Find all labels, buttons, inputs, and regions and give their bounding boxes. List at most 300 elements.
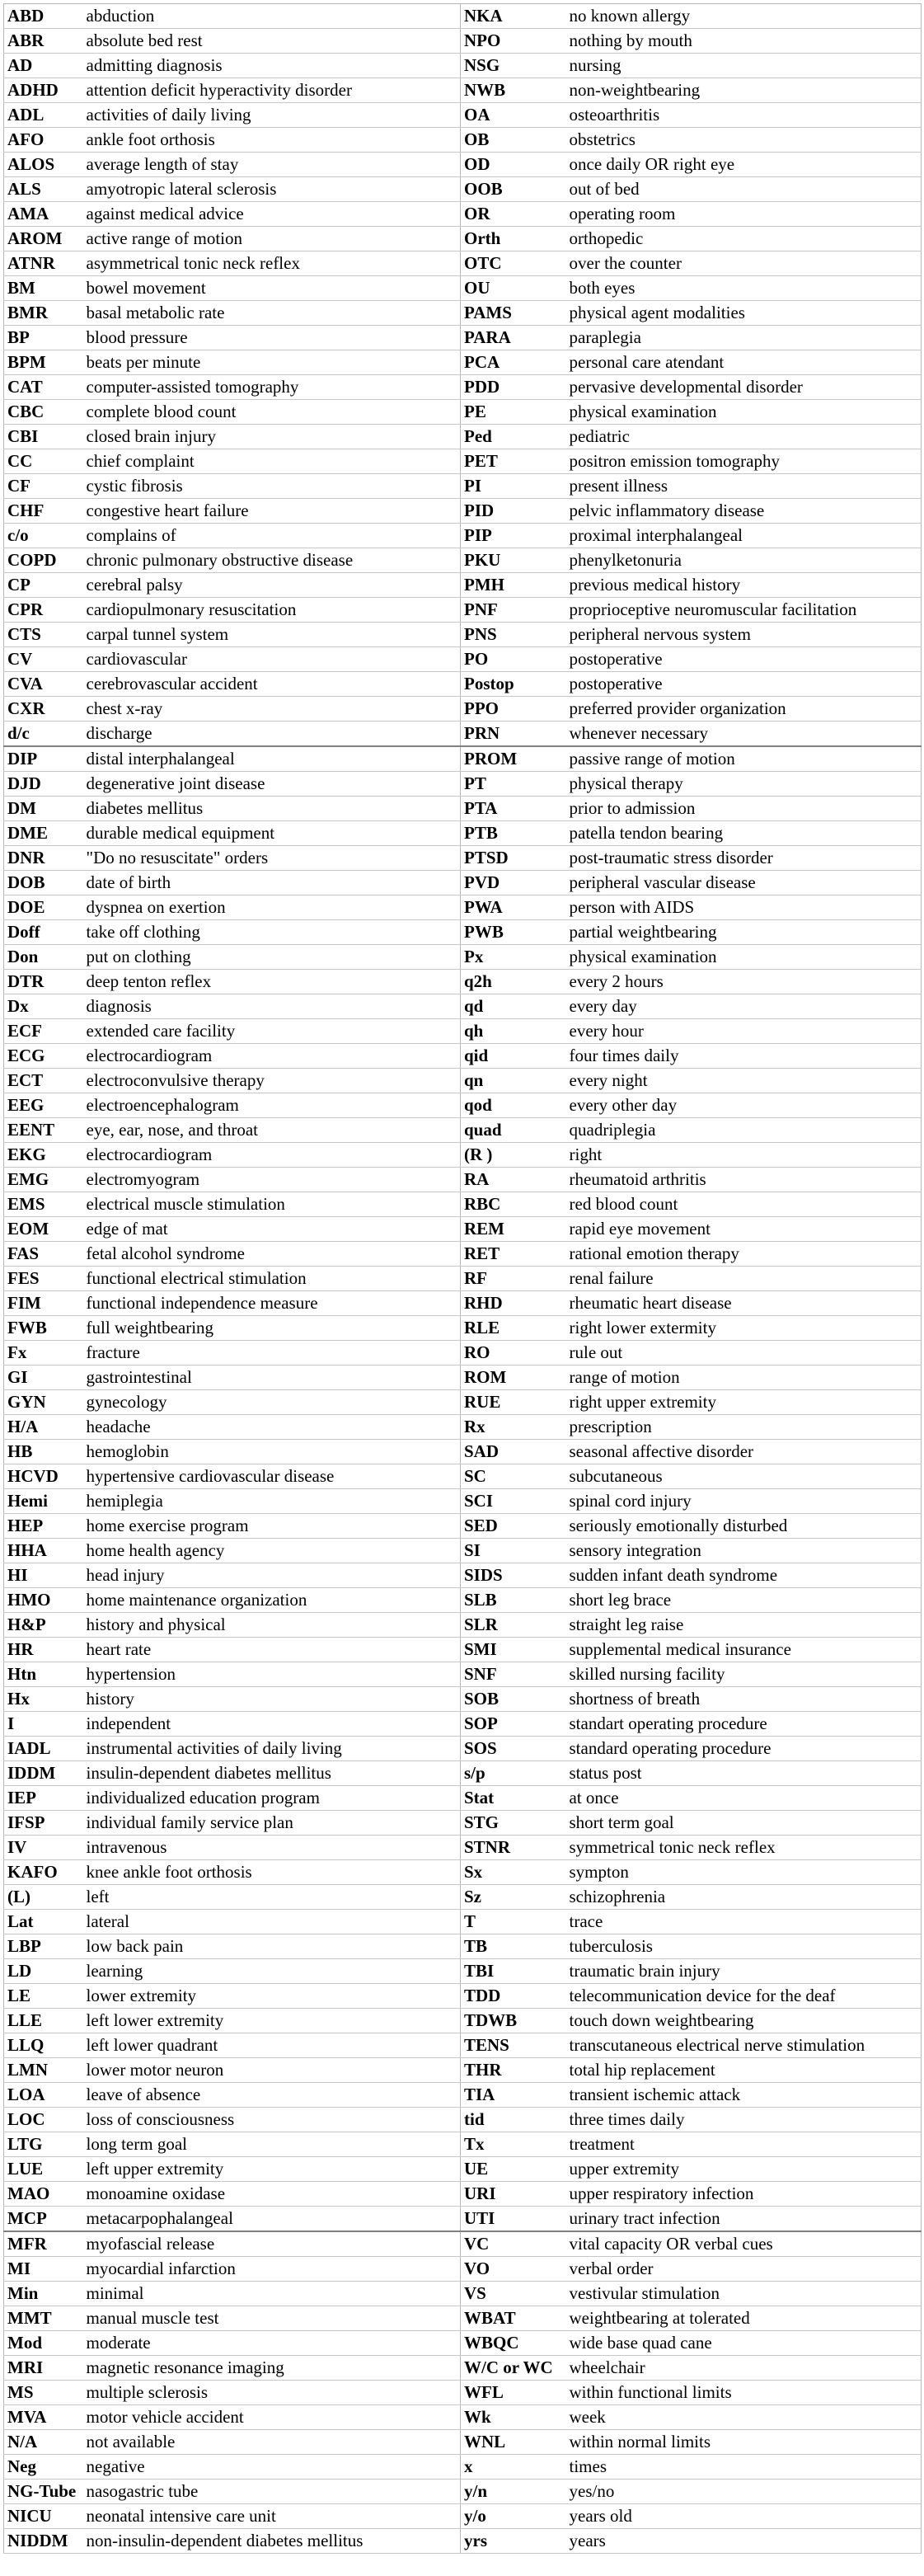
abbreviation-cell-right: PTB — [461, 821, 566, 846]
definition-cell-left: moderate — [83, 2331, 461, 2356]
abbreviation-cell-left: DME — [4, 821, 83, 846]
abbreviation-cell-right: y/n — [461, 2480, 566, 2504]
table-row — [4, 128, 922, 153]
definition-cell-left: complains of — [83, 524, 461, 548]
definition-cell-left: individualized education program — [83, 1786, 461, 1811]
abbreviation-cell-left: ALS — [4, 177, 83, 202]
table-row — [4, 772, 922, 797]
abbreviation-cell-left: NG-Tube — [4, 2480, 83, 2504]
table-row — [4, 722, 922, 747]
definition-cell-left: gastrointestinal — [83, 1366, 461, 1390]
definition-cell-right: traumatic brain injury — [566, 1959, 922, 1984]
abbreviation-cell-left: GYN — [4, 1390, 83, 1415]
table-row — [4, 1662, 922, 1687]
abbreviation-cell-right: RLE — [461, 1316, 566, 1341]
table-row — [4, 2009, 922, 2033]
definition-cell-right: shortness of breath — [566, 1687, 922, 1712]
definition-cell-left: cystic fibrosis — [83, 474, 461, 499]
definition-cell-left: dyspnea on exertion — [83, 895, 461, 920]
definition-cell-left: chest x-ray — [83, 697, 461, 722]
definition-cell-right: yes/no — [566, 2480, 922, 2504]
table-row — [4, 1959, 922, 1984]
abbreviation-cell-left: CC — [4, 449, 83, 474]
definition-cell-right: spinal cord injury — [566, 1489, 922, 1514]
table-row — [4, 499, 922, 524]
definition-cell-right: nursing — [566, 54, 922, 78]
abbreviation-cell-right: RA — [461, 1168, 566, 1192]
abbreviation-cell-left: CF — [4, 474, 83, 499]
abbreviation-cell-right: RO — [461, 1341, 566, 1366]
abbreviation-cell-right: TBI — [461, 1959, 566, 1984]
table-row — [4, 227, 922, 251]
definition-cell-left: history — [83, 1687, 461, 1712]
table-row — [4, 1291, 922, 1316]
table-row — [4, 598, 922, 623]
abbreviation-cell-right: s/p — [461, 1761, 566, 1786]
abbreviation-cell-right: UTI — [461, 2207, 566, 2232]
abbreviation-cell-right: PT — [461, 772, 566, 797]
abbreviation-cell-left: CPR — [4, 598, 83, 623]
definition-cell-left: not available — [83, 2430, 461, 2455]
table-row — [4, 153, 922, 177]
table-row — [4, 2282, 922, 2306]
abbreviation-cell-left: CTS — [4, 623, 83, 647]
definition-cell-right: right — [566, 1143, 922, 1168]
definition-cell-right: years old — [566, 2504, 922, 2529]
abbreviation-cell-right: tid — [461, 2108, 566, 2132]
table-row — [4, 871, 922, 895]
abbreviation-cell-right: Ped — [461, 425, 566, 449]
abbreviation-cell-right: RHD — [461, 1291, 566, 1316]
definition-cell-left: home health agency — [83, 1539, 461, 1563]
definition-cell-right: status post — [566, 1761, 922, 1786]
abbreviation-cell-left: LE — [4, 1984, 83, 2009]
table-row — [4, 1489, 922, 1514]
table-row — [4, 1786, 922, 1811]
abbreviation-cell-right: OD — [461, 153, 566, 177]
definition-cell-right: treatment — [566, 2132, 922, 2157]
abbreviation-cell-left: CP — [4, 573, 83, 598]
abbreviation-cell-right: PID — [461, 499, 566, 524]
definition-cell-right: right lower extermity — [566, 1316, 922, 1341]
table-row — [4, 524, 922, 548]
abbreviation-cell-right: ROM — [461, 1366, 566, 1390]
table-row — [4, 2132, 922, 2157]
table-row — [4, 920, 922, 945]
definition-cell-left: leave of absence — [83, 2083, 461, 2108]
abbreviation-cell-left: CBC — [4, 400, 83, 425]
definition-cell-left: cardiopulmonary resuscitation — [83, 598, 461, 623]
abbreviation-cell-right: UE — [461, 2157, 566, 2182]
definition-cell-right: obstetrics — [566, 128, 922, 153]
abbreviation-cell-right: q2h — [461, 970, 566, 994]
abbreviation-cell-right: SOS — [461, 1737, 566, 1761]
table-row — [4, 1737, 922, 1761]
definition-cell-right: rheumatoid arthritis — [566, 1168, 922, 1192]
definition-cell-left: cerebral palsy — [83, 573, 461, 598]
abbreviation-cell-right: SLB — [461, 1588, 566, 1613]
definition-cell-left: lower extremity — [83, 1984, 461, 2009]
abbreviation-cell-right: WBAT — [461, 2306, 566, 2331]
abbreviation-cell-right: PARA — [461, 326, 566, 350]
abbreviation-cell-left: DM — [4, 797, 83, 821]
abbreviation-cell-right: PTSD — [461, 846, 566, 871]
definition-cell-right: transcutaneous electrical nerve stimulation — [566, 2033, 922, 2058]
definition-cell-right: years — [566, 2529, 922, 2554]
table-row — [4, 202, 922, 227]
abbreviation-cell-right: W/C or WC — [461, 2356, 566, 2381]
table-row — [4, 1811, 922, 1836]
definition-cell-right: proprioceptive neuromuscular facilitation — [566, 598, 922, 623]
abbreviation-cell-left: EENT — [4, 1118, 83, 1143]
abbreviation-cell-right: SIDS — [461, 1563, 566, 1588]
table-row — [4, 1267, 922, 1291]
abbreviation-cell-left: CHF — [4, 499, 83, 524]
table-row — [4, 4, 922, 29]
definition-cell-left: lower motor neuron — [83, 2058, 461, 2083]
abbreviation-cell-left: I — [4, 1712, 83, 1737]
abbreviation-cell-right: TDWB — [461, 2009, 566, 2033]
definition-cell-right: operating room — [566, 202, 922, 227]
definition-cell-left: ankle foot orthosis — [83, 128, 461, 153]
abbreviation-cell-left: Hemi — [4, 1489, 83, 1514]
abbreviation-cell-right: THR — [461, 2058, 566, 2083]
definition-cell-right: within functional limits — [566, 2381, 922, 2405]
definition-cell-left: left upper extremity — [83, 2157, 461, 2182]
definition-cell-right: times — [566, 2455, 922, 2480]
definition-cell-left: chronic pulmonary obstructive disease — [83, 548, 461, 573]
definition-cell-right: within normal limits — [566, 2430, 922, 2455]
definition-cell-left: lateral — [83, 1910, 461, 1934]
abbreviation-cell-left: MI — [4, 2257, 83, 2282]
abbreviation-cell-left: NIDDM — [4, 2529, 83, 2554]
definition-cell-left: edge of mat — [83, 1217, 461, 1242]
table-row — [4, 1341, 922, 1366]
definition-cell-right: every 2 hours — [566, 970, 922, 994]
abbreviation-cell-left: AD — [4, 54, 83, 78]
abbreviation-table-body — [4, 4, 922, 2554]
definition-cell-left: hypertensive cardiovascular disease — [83, 1464, 461, 1489]
abbreviation-cell-left: Doff — [4, 920, 83, 945]
abbreviation-cell-left: LOC — [4, 2108, 83, 2132]
abbreviation-cell-right: quad — [461, 1118, 566, 1143]
abbreviation-cell-left: BPM — [4, 350, 83, 375]
definition-cell-right: touch down weightbearing — [566, 2009, 922, 2033]
definition-cell-right: every day — [566, 994, 922, 1019]
abbreviation-cell-right: Tx — [461, 2132, 566, 2157]
abbreviation-cell-left: (L) — [4, 1885, 83, 1910]
definition-cell-right: vital capacity OR verbal cues — [566, 2231, 922, 2257]
table-row — [4, 672, 922, 697]
abbreviation-cell-left: LOA — [4, 2083, 83, 2108]
definition-cell-left: "Do no resuscitate" orders — [83, 846, 461, 871]
table-row — [4, 1464, 922, 1489]
table-row — [4, 2231, 922, 2257]
definition-cell-left: electroconvulsive therapy — [83, 1069, 461, 1093]
table-row — [4, 449, 922, 474]
table-row — [4, 1143, 922, 1168]
table-row — [4, 1217, 922, 1242]
definition-cell-left: average length of stay — [83, 153, 461, 177]
definition-cell-left: electrocardiogram — [83, 1143, 461, 1168]
definition-cell-right: sympton — [566, 1860, 922, 1885]
definition-cell-right: transient ischemic attack — [566, 2083, 922, 2108]
definition-cell-left: left lower quadrant — [83, 2033, 461, 2058]
abbreviation-cell-left: ABD — [4, 4, 83, 29]
definition-cell-left: monoamine oxidase — [83, 2182, 461, 2207]
abbreviation-cell-right: TENS — [461, 2033, 566, 2058]
table-row — [4, 846, 922, 871]
definition-cell-right: partial weightbearing — [566, 920, 922, 945]
table-row — [4, 1440, 922, 1464]
definition-cell-left: take off clothing — [83, 920, 461, 945]
abbreviation-cell-right: WNL — [461, 2430, 566, 2455]
abbreviation-cell-right: PMH — [461, 573, 566, 598]
definition-cell-right: osteoarthritis — [566, 103, 922, 128]
definition-cell-right: non-weightbearing — [566, 78, 922, 103]
abbreviation-cell-right: Stat — [461, 1786, 566, 1811]
definition-cell-right: right upper extremity — [566, 1390, 922, 1415]
abbreviation-cell-right: Postop — [461, 672, 566, 697]
definition-cell-left: history and physical — [83, 1613, 461, 1638]
abbreviation-cell-right: Rx — [461, 1415, 566, 1440]
definition-cell-left: individual family service plan — [83, 1811, 461, 1836]
table-row — [4, 2306, 922, 2331]
abbreviation-cell-left: MVA — [4, 2405, 83, 2430]
abbreviation-cell-left: HI — [4, 1563, 83, 1588]
definition-cell-right: renal failure — [566, 1267, 922, 1291]
definition-cell-right: patella tendon bearing — [566, 821, 922, 846]
definition-cell-right: no known allergy — [566, 4, 922, 29]
definition-cell-right: physical examination — [566, 400, 922, 425]
abbreviation-cell-left: DJD — [4, 772, 83, 797]
abbreviation-cell-left: IEP — [4, 1786, 83, 1811]
definition-cell-right: short term goal — [566, 1811, 922, 1836]
table-row — [4, 2455, 922, 2480]
definition-cell-left: hemiplegia — [83, 1489, 461, 1514]
definition-cell-left: closed brain injury — [83, 425, 461, 449]
table-row — [4, 1563, 922, 1588]
table-row — [4, 1390, 922, 1415]
table-row — [4, 1836, 922, 1860]
definition-cell-right: paraplegia — [566, 326, 922, 350]
abbreviation-cell-right: STG — [461, 1811, 566, 1836]
definition-cell-left: asymmetrical tonic neck reflex — [83, 251, 461, 276]
definition-cell-left: loss of consciousness — [83, 2108, 461, 2132]
definition-cell-right: wide base quad cane — [566, 2331, 922, 2356]
abbreviation-cell-right: qn — [461, 1069, 566, 1093]
abbreviation-cell-left: FAS — [4, 1242, 83, 1267]
abbreviation-cell-right: Px — [461, 945, 566, 970]
table-row — [4, 1687, 922, 1712]
table-row — [4, 54, 922, 78]
abbreviation-cell-left: KAFO — [4, 1860, 83, 1885]
definition-cell-right: straight leg raise — [566, 1613, 922, 1638]
abbreviation-cell-right: PVD — [461, 871, 566, 895]
abbreviation-cell-left: H/A — [4, 1415, 83, 1440]
table-row — [4, 945, 922, 970]
abbreviation-cell-right: TDD — [461, 1984, 566, 2009]
abbreviation-cell-right: PO — [461, 647, 566, 672]
table-row — [4, 474, 922, 499]
definition-cell-left: full weightbearing — [83, 1316, 461, 1341]
abbreviation-cell-right: qid — [461, 1044, 566, 1069]
table-row — [4, 2033, 922, 2058]
abbreviation-cell-left: LLE — [4, 2009, 83, 2033]
definition-cell-left: diagnosis — [83, 994, 461, 1019]
definition-cell-left: multiple sclerosis — [83, 2381, 461, 2405]
definition-cell-left: carpal tunnel system — [83, 623, 461, 647]
table-row — [4, 1093, 922, 1118]
table-row — [4, 425, 922, 449]
abbreviation-cell-left: ATNR — [4, 251, 83, 276]
abbreviation-cell-right: PTA — [461, 797, 566, 821]
table-row — [4, 2356, 922, 2381]
abbreviation-cell-left: LLQ — [4, 2033, 83, 2058]
abbreviation-cell-left: ECG — [4, 1044, 83, 1069]
definition-cell-right: red blood count — [566, 1192, 922, 1217]
abbreviation-cell-right: OB — [461, 128, 566, 153]
definition-cell-right: tuberculosis — [566, 1934, 922, 1959]
definition-cell-right: urinary tract infection — [566, 2207, 922, 2232]
definition-cell-left: hemoglobin — [83, 1440, 461, 1464]
definition-cell-right: every other day — [566, 1093, 922, 1118]
abbreviation-cell-right: PET — [461, 449, 566, 474]
definition-cell-right: personal care atendant — [566, 350, 922, 375]
table-row — [4, 1192, 922, 1217]
table-row — [4, 2157, 922, 2182]
abbreviation-cell-right: TIA — [461, 2083, 566, 2108]
abbreviation-cell-left: MRI — [4, 2356, 83, 2381]
abbreviation-cell-left: LMN — [4, 2058, 83, 2083]
table-row — [4, 1885, 922, 1910]
abbreviation-cell-right: NSG — [461, 54, 566, 78]
definition-cell-left: left lower extremity — [83, 2009, 461, 2033]
table-row — [4, 2331, 922, 2356]
abbreviation-cell-right: PROM — [461, 746, 566, 772]
table-row — [4, 994, 922, 1019]
table-row — [4, 623, 922, 647]
definition-cell-right: sudden infant death syndrome — [566, 1563, 922, 1588]
table-row — [4, 1118, 922, 1143]
definition-cell-right: at once — [566, 1786, 922, 1811]
table-row — [4, 697, 922, 722]
abbreviation-cell-left: LD — [4, 1959, 83, 1984]
definition-cell-right: positron emission tomography — [566, 449, 922, 474]
table-row — [4, 2083, 922, 2108]
abbreviation-cell-right: VO — [461, 2257, 566, 2282]
abbreviation-cell-left: Lat — [4, 1910, 83, 1934]
table-row — [4, 251, 922, 276]
definition-cell-right: upper respiratory infection — [566, 2182, 922, 2207]
abbreviation-cell-left: BMR — [4, 301, 83, 326]
definition-cell-right: peripheral nervous system — [566, 623, 922, 647]
definition-cell-left: abduction — [83, 4, 461, 29]
abbreviation-cell-left: EMG — [4, 1168, 83, 1192]
table-row — [4, 1168, 922, 1192]
abbreviation-cell-left: CV — [4, 647, 83, 672]
table-row — [4, 2381, 922, 2405]
definition-cell-left: left — [83, 1885, 461, 1910]
definition-cell-left: metacarpophalangeal — [83, 2207, 461, 2232]
definition-cell-left: electroencephalogram — [83, 1093, 461, 1118]
abbreviation-cell-left: c/o — [4, 524, 83, 548]
abbreviation-cell-right: y/o — [461, 2504, 566, 2529]
abbreviation-cell-left: BM — [4, 276, 83, 301]
table-row — [4, 1761, 922, 1786]
definition-cell-left: absolute bed rest — [83, 29, 461, 54]
abbreviation-cell-left: CBI — [4, 425, 83, 449]
table-row — [4, 276, 922, 301]
definition-cell-right: skilled nursing facility — [566, 1662, 922, 1687]
abbreviation-cell-right: SOP — [461, 1712, 566, 1737]
abbreviation-cell-left: GI — [4, 1366, 83, 1390]
definition-cell-left: cerebrovascular accident — [83, 672, 461, 697]
abbreviation-cell-right: PI — [461, 474, 566, 499]
table-row — [4, 2058, 922, 2083]
definition-cell-left: insulin-dependent diabetes mellitus — [83, 1761, 461, 1786]
abbreviation-cell-left: Dx — [4, 994, 83, 1019]
table-row — [4, 2529, 922, 2554]
definition-cell-right: once daily OR right eye — [566, 153, 922, 177]
definition-cell-left: durable medical equipment — [83, 821, 461, 846]
definition-cell-right: rapid eye movement — [566, 1217, 922, 1242]
definition-cell-left: deep tenton reflex — [83, 970, 461, 994]
abbreviation-cell-left: DIP — [4, 746, 83, 772]
abbreviation-cell-left: ADHD — [4, 78, 83, 103]
table-row — [4, 1934, 922, 1959]
abbreviation-cell-left: H&P — [4, 1613, 83, 1638]
definition-cell-left: against medical advice — [83, 202, 461, 227]
abbreviation-cell-right: Orth — [461, 227, 566, 251]
definition-cell-left: long term goal — [83, 2132, 461, 2157]
table-row — [4, 1069, 922, 1093]
abbreviation-cell-left: DNR — [4, 846, 83, 871]
abbreviation-cell-left: ADL — [4, 103, 83, 128]
table-row — [4, 548, 922, 573]
abbreviation-cell-right: NKA — [461, 4, 566, 29]
abbreviation-cell-right: SI — [461, 1539, 566, 1563]
definition-cell-right: verbal order — [566, 2257, 922, 2282]
definition-cell-right: whenever necessary — [566, 722, 922, 747]
table-row — [4, 573, 922, 598]
definition-cell-right: orthopedic — [566, 227, 922, 251]
definition-cell-left: attention deficit hyperactivity disorder — [83, 78, 461, 103]
table-row — [4, 2207, 922, 2232]
abbreviation-cell-right: Sz — [461, 1885, 566, 1910]
abbreviation-cell-right: PWB — [461, 920, 566, 945]
table-row — [4, 29, 922, 54]
definition-cell-left: admitting diagnosis — [83, 54, 461, 78]
definition-cell-right: upper extremity — [566, 2157, 922, 2182]
table-row — [4, 2108, 922, 2132]
abbreviation-cell-left: DOE — [4, 895, 83, 920]
abbreviation-cell-right: RET — [461, 1242, 566, 1267]
definition-cell-left: congestive heart failure — [83, 499, 461, 524]
table-row — [4, 1984, 922, 2009]
abbreviation-cell-left: HCVD — [4, 1464, 83, 1489]
definition-cell-right: standart operating procedure — [566, 1712, 922, 1737]
definition-cell-right: total hip replacement — [566, 2058, 922, 2083]
abbreviation-cell-right: VS — [461, 2282, 566, 2306]
abbreviation-cell-left: HR — [4, 1638, 83, 1662]
definition-cell-right: out of bed — [566, 177, 922, 202]
abbreviation-cell-left: EMS — [4, 1192, 83, 1217]
table-row — [4, 1638, 922, 1662]
definition-cell-right: peripheral vascular disease — [566, 871, 922, 895]
table-row — [4, 1044, 922, 1069]
definition-cell-right: over the counter — [566, 251, 922, 276]
